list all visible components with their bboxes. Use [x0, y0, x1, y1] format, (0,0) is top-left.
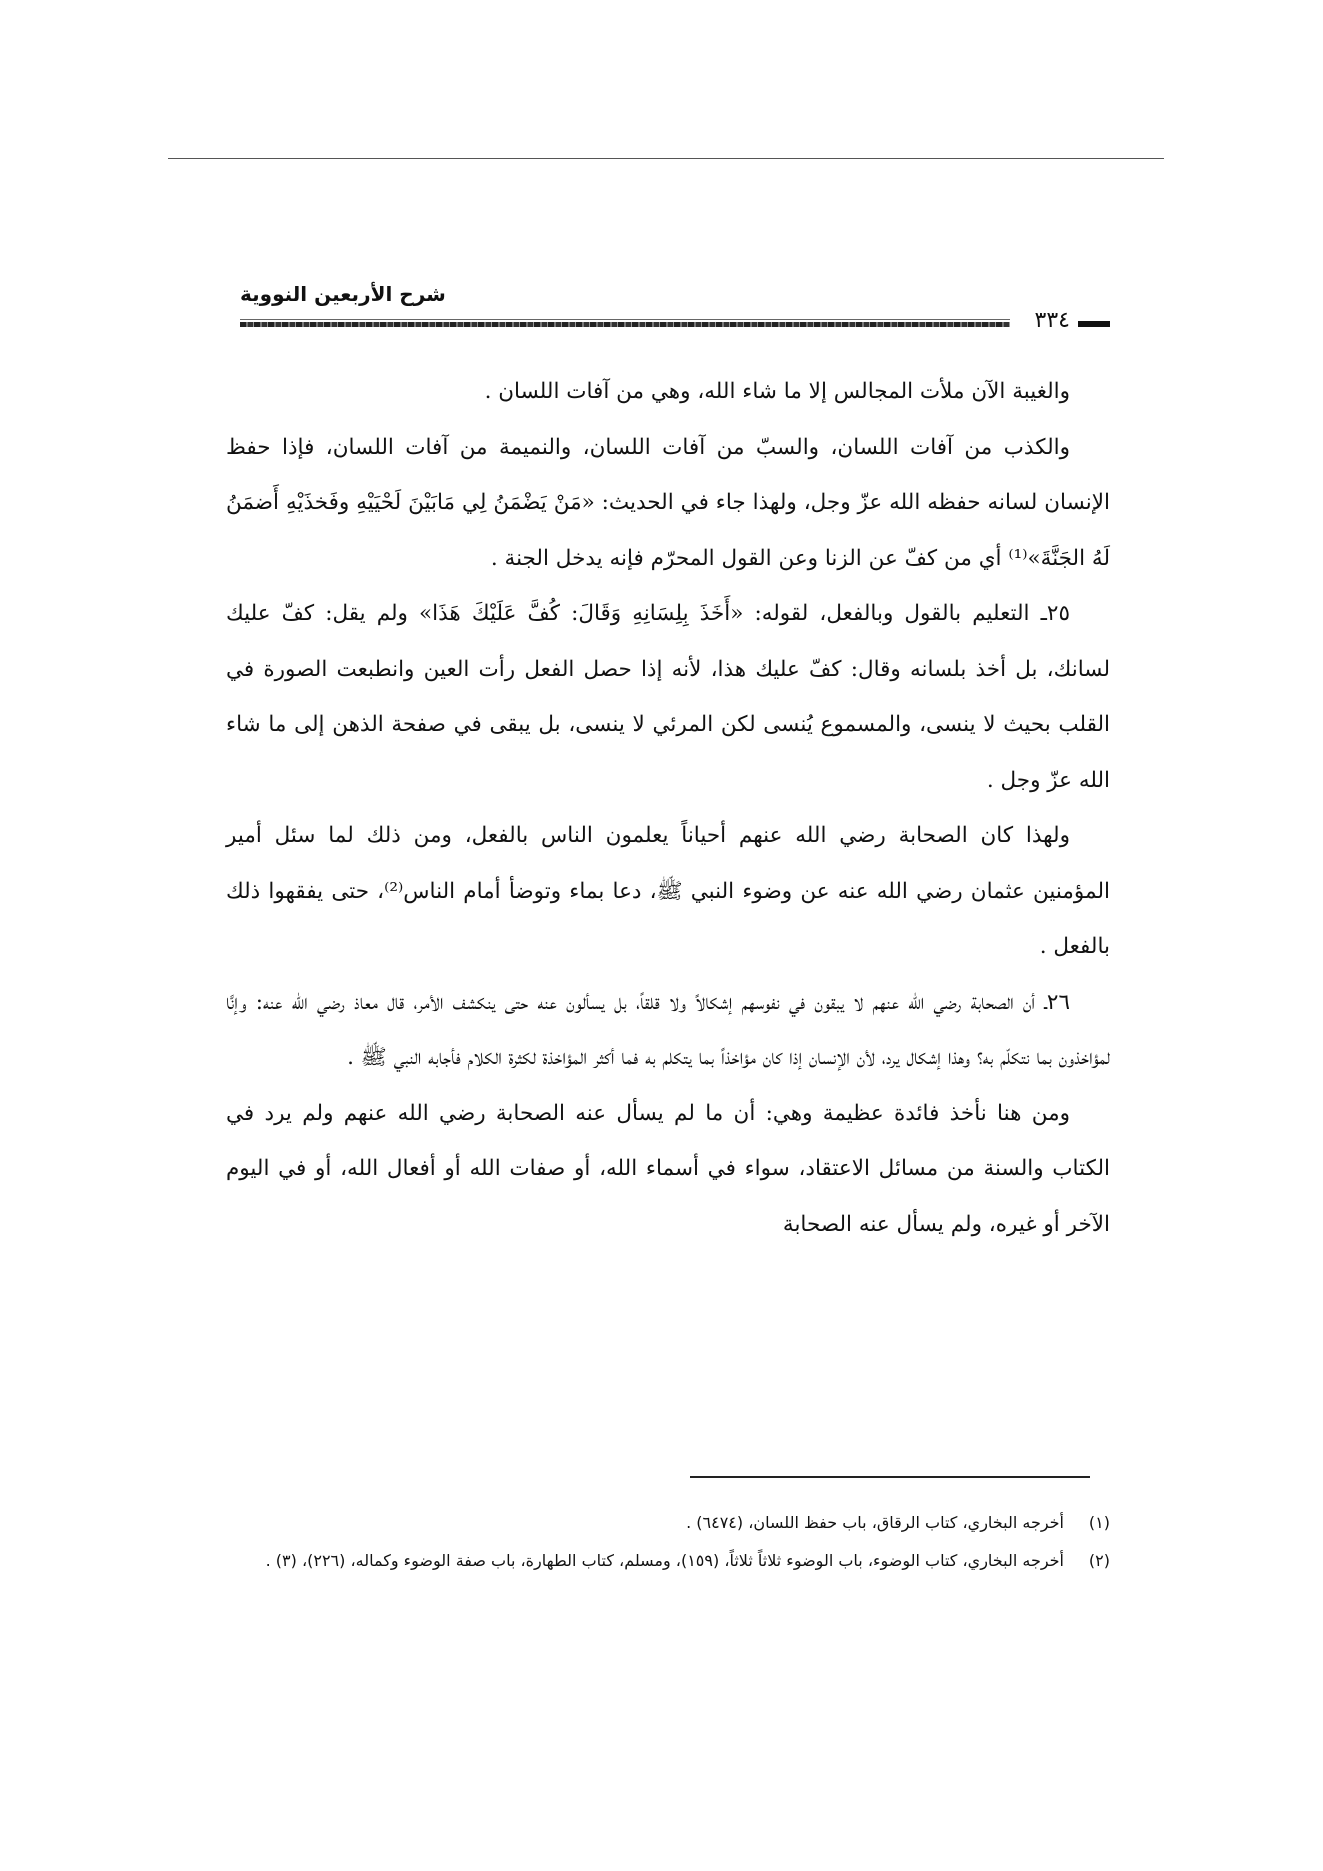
paragraph-3: ٢٥ـ التعليم بالقول وبالفعل، لقوله: «أَخَذَ بِلِسَانِهِ وَقَالَ: كُفَّ عَلَيْكَ هَذَا» ولم يقل: كفّ عليك لسانك، بل أخذ بلسانه وقال: كفّ عليك هذا، لأنه إذا حصل الفعل رأت العين وانطبعت الصورة في القلب بحيث لا ينسى، والمسموع يُنسى لكن المرئي لا ينسى، بل يبقى في صفحة الذهن إلى ما شاء الله عزّ وجل .	[226, 601, 1110, 793]
footnote-text: أخرجه البخاري، كتاب الوضوء، باب الوضوء ثلاثاً ثلاثاً، (١٥٩)، ومسلم، كتاب الطهارة، باب صفة الوضوء وكماله، (٢٢٦)، (٣) .	[265, 1551, 1064, 1570]
footnote-text: أخرجه البخاري، كتاب الرقاق، باب حفظ اللسان، (٦٤٧٤) .	[686, 1513, 1064, 1532]
paragraph-1: والغيبة الآن ملأت المجالس إلا ما شاء الله، وهي من آفات اللسان .	[484, 379, 1070, 404]
paragraph-4: ولهذا كان الصحابة رضي الله عنهم أحياناً يعلمون الناس بالفعل، ومن ذلك لما سئل أمير المؤمنين عثمان رضي الله عنه عن وضوء النبي ﷺ، دعا بماء وتوضأ أمام الناس⁽²⁾، حتى يفقهوا ذلك بالفعل .	[226, 823, 1110, 959]
footnote-1	[226, 1506, 1110, 1540]
paragraph-5: ٢٦ـ أن الصحابة رضي الله عنهم لا يبقون في نفوسهم إشكالاً ولا قلقاً، بل يسألون عنه حتى ينكشف الأمر، قال معاذ رضي الله عنه: وإنَّا لمؤاخذون بما نتكلّم به؟ وهذا إشكال يرد، لأن الإنسان إذا كان مؤاخذاً بما يتكلم به فما أكثر المؤاخذة لكثرة الكلام فأجابه النبي ﷺ .	[226, 989, 1110, 1070]
footnotes	[226, 1506, 1110, 1582]
page-number: ٣٣٤	[1034, 308, 1070, 333]
paragraph-6: ومن هنا نأخذ فائدة عظيمة وهي: أن ما لم يسأل عنه الصحابة رضي الله عنهم ولم يرد في الكتاب والسنة من مسائل الاعتقاد، سواء في أسماء الله، أو صفات الله أو أفعال الله، أو في اليوم الآخر أو غيره، ولم يسأل عنه الصحابة	[226, 1100, 1110, 1237]
page-number-mark	[1078, 321, 1110, 327]
paragraph-2: والكذب من آفات اللسان، والسبّ من آفات اللسان، والنميمة من آفات اللسان، فإذا حفظ الإنسان لسانه حفظه الله عزّ وجل، ولهذا جاء في الحديث: «مَنْ يَضْمَنُ لِي مَابَيْنَ لَحْيَيْهِ وفَخذَيْهِ أَضمَنُ لَهُ الجَنَّةَ»⁽¹⁾ أي من كفّ عن الزنا وعن القول المحرّم فإنه يدخل الجنة .	[226, 434, 1110, 571]
book-title: شرح الأربعين النووية	[240, 282, 446, 306]
footnote-2	[226, 1544, 1110, 1578]
header-ornament-band	[240, 322, 1010, 327]
running-header	[240, 282, 1110, 342]
footnote-number: (١)	[1088, 1513, 1110, 1532]
top-rule	[168, 158, 1164, 159]
body-text	[226, 364, 1110, 1252]
footnote-divider	[690, 1476, 1090, 1478]
footnote-number: (٢)	[1088, 1551, 1110, 1570]
